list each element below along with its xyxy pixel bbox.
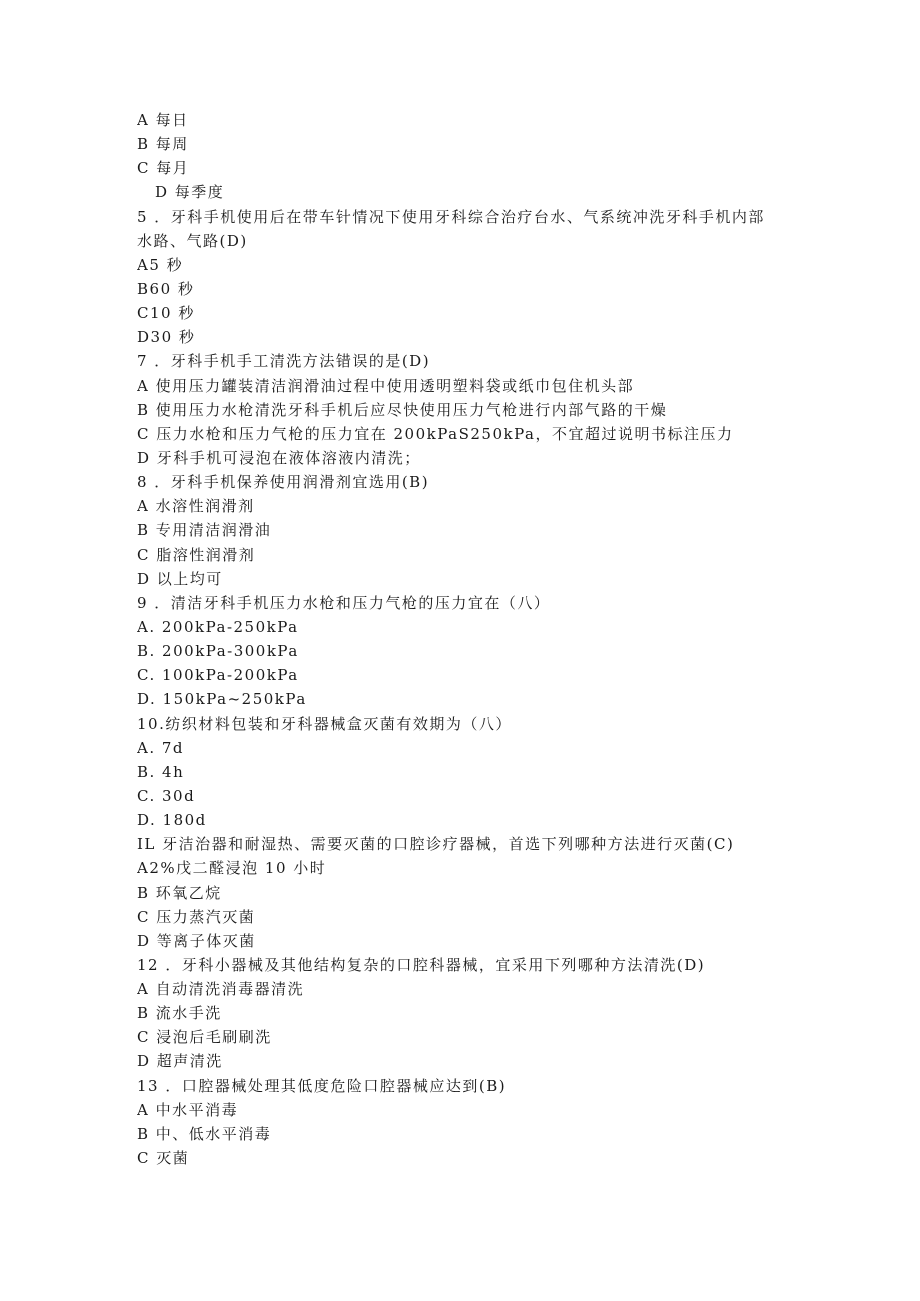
text-line: B 环氧乙烷 xyxy=(137,883,222,902)
text-line: A5 秒 xyxy=(137,255,184,274)
text-line: B. 4h xyxy=(137,762,185,781)
text-line: A. 7d xyxy=(137,738,185,757)
text-line: D 以上均可 xyxy=(137,569,223,588)
text-line: C 浸泡后毛刷刷洗 xyxy=(137,1028,272,1047)
text-line: D 每季度 xyxy=(155,183,225,202)
text-line: D30 秒 xyxy=(137,328,196,347)
text-line: C 每月 xyxy=(137,159,190,178)
text-line: A 使用压力罐装清洁润滑油过程中使用透明塑料袋或纸巾包住机头部 xyxy=(137,376,635,395)
text-line: A2%戊二醛浸泡 10 小时 xyxy=(137,859,327,878)
text-line: C 灭菌 xyxy=(137,1149,190,1168)
text-line: 9 ．清洁牙科手机压力水枪和压力气枪的压力宜在（八） xyxy=(137,593,551,612)
text-line: B 使用压力水枪清洗牙科手机后应尽快使用压力气枪进行内部气路的干燥 xyxy=(137,400,668,419)
text-line: B 流水手洗 xyxy=(137,1004,222,1023)
text-line: IL 牙洁治器和耐湿热、需要灭菌的口腔诊疗器械，首选下列哪种方法进行灭菌(C) xyxy=(137,835,735,854)
text-line: C 压力水枪和压力气枪的压力宜在 200kPaS250kPa，不宜超过说明书标注压力 xyxy=(137,424,734,443)
text-line: 7 ．牙科手机手工清洗方法错误的是(D) xyxy=(137,352,431,371)
text-line: C. 100kPa-200kPa xyxy=(137,666,299,685)
text-line: A 自动清洗消毒器清洗 xyxy=(137,980,305,999)
text-line: D. 150kPa~250kPa xyxy=(137,690,307,709)
text-line: C 压力蒸汽灭菌 xyxy=(137,907,256,926)
text-line: 13 ．口腔器械处理其低度危险口腔器械应达到(B) xyxy=(137,1076,507,1095)
text-line: 5 ．牙科手机使用后在带车针情况下使用牙科综合治疗台水、气系统冲洗牙科手机内部 xyxy=(137,207,765,226)
text-line: B 专用清洁润滑油 xyxy=(137,521,272,540)
text-line: B60 秒 xyxy=(137,279,195,298)
text-line: A 每日 xyxy=(137,111,189,129)
text-line: D 等离子体灭菌 xyxy=(137,931,256,950)
text-line: D. 180d xyxy=(137,811,207,830)
text-line: C. 30d xyxy=(137,786,196,805)
text-line: C10 秒 xyxy=(137,304,195,323)
text-line: A 水溶性润滑剂 xyxy=(137,497,255,516)
text-line: A. 200kPa-250kPa xyxy=(137,617,299,636)
text-line: A 中水平消毒 xyxy=(137,1100,239,1119)
text-line: B 中、低水平消毒 xyxy=(137,1124,272,1143)
text-line: B. 200kPa-300kPa xyxy=(137,642,299,661)
text-line: 10.纺织材料包装和牙科器械盒灭菌有效期为（八） xyxy=(137,714,512,733)
text-line: 12 ．牙科小器械及其他结构复杂的口腔科器械，宜采用下列哪种方法清洗(D) xyxy=(137,955,706,974)
text-line: 8 ．牙科手机保养使用润滑剂宜选用(B) xyxy=(137,473,430,492)
question-text-block xyxy=(137,108,797,1170)
text-line: 水路、气路(D) xyxy=(137,231,248,250)
text-line: D 超声清洗 xyxy=(137,1052,223,1071)
text-line: D 牙科手机可浸泡在液体溶液内清洗； xyxy=(137,448,421,467)
text-line: B 每周 xyxy=(137,135,189,154)
text-line: C 脂溶性润滑剂 xyxy=(137,545,256,564)
